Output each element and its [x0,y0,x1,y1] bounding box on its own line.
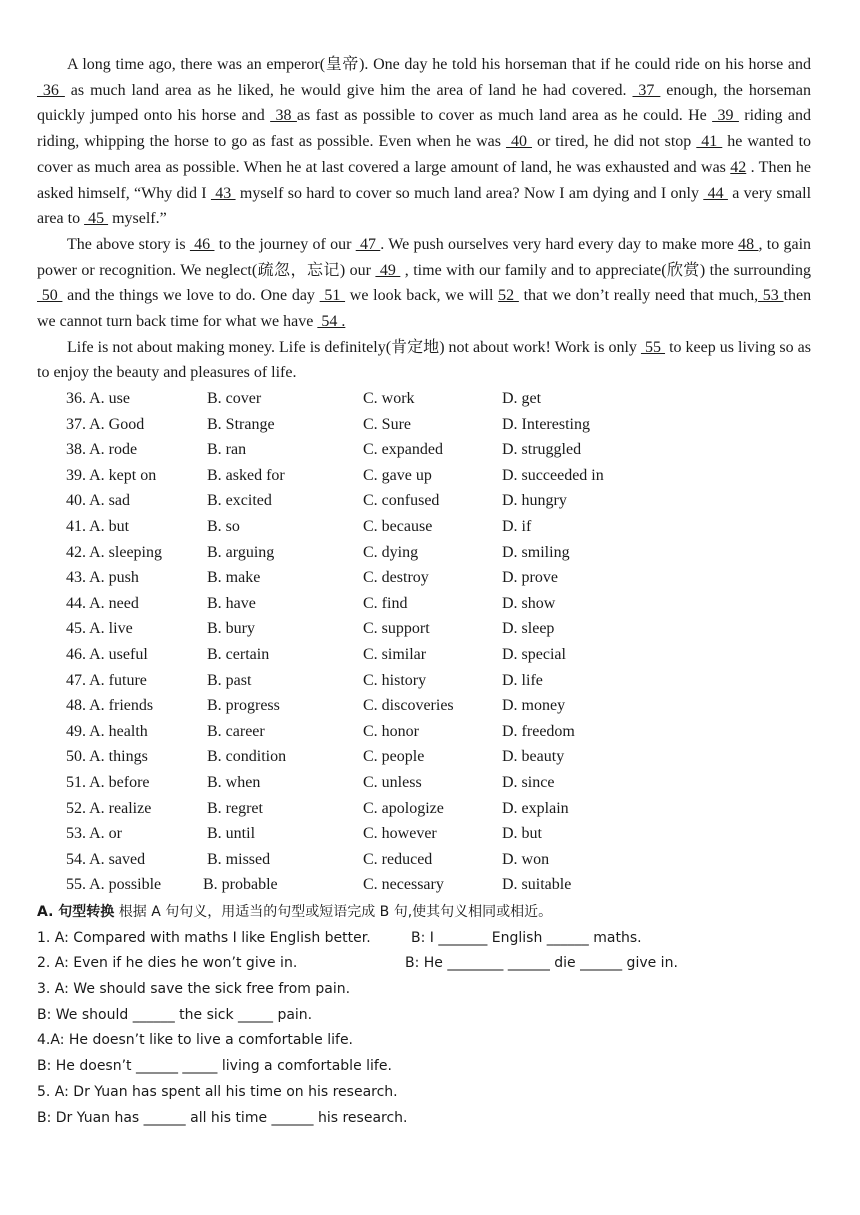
option-c: C. expanded [363,441,443,459]
option-c: C. discoveries [363,697,454,715]
option-b: B. asked for [207,466,285,484]
option-row-43 [66,565,686,591]
blank-49: 49 [375,261,401,279]
passage-text: as fast as possible to cover as much land area as he could. He [296,107,713,125]
option-c: C. reduced [363,850,433,868]
option-c: C. people [363,748,425,766]
blank-47: 47 [355,235,381,253]
option-row-49 [66,719,686,745]
option-b: B. Strange [207,415,275,433]
option-b: B. regret [207,799,263,817]
option-a: 51. A. before [66,773,150,791]
option-d: D. get [502,390,542,407]
option-c: C. work [363,390,415,407]
option-a: 46. A. useful [66,645,148,663]
option-d: D. struggled [502,441,582,459]
option-b: B. ran [207,441,247,459]
option-c: C. history [363,671,427,689]
option-a: 47. A. future [66,671,147,689]
option-d: D. freedom [502,722,575,740]
option-row-44 [66,591,686,617]
option-b: B. when [207,773,261,791]
option-b: B. certain [207,645,270,663]
passage-paragraph-3 [37,335,811,386]
option-b: B. career [207,722,265,740]
option-row-54 [66,847,686,873]
option-b: B. missed [207,850,271,868]
option-b: B. past [207,671,252,689]
question-4-a [37,1028,827,1054]
section-heading-label: A. 句型转换 [37,904,115,920]
option-b: B. progress [207,697,280,715]
passage-text: . We push ourselves very hard every day to make more [380,235,739,253]
question-4-b [37,1054,827,1080]
option-d: D. succeeded in [502,466,604,484]
option-d: D. sleep [502,620,555,638]
blank-53: 53 [758,287,784,305]
option-a: 50. A. things [66,748,148,766]
option-row-55 [66,872,686,898]
passage-text: myself.” [108,210,167,228]
option-c: C. Sure [363,415,411,433]
passage-text: , to gain power or recognition. We neglect(疏忽，忘记) our [37,235,812,279]
question-3-b [37,1003,827,1029]
option-a: 40. A. sad [66,492,130,510]
option-row-37 [66,412,686,438]
passage-text: we look back, we will [345,287,499,305]
blank-55: 55 [640,338,666,356]
option-b: B. condition [207,748,287,766]
question-1-b: B: I _______ English ______ maths. [411,929,642,946]
passage-paragraph-2 [37,232,811,335]
option-a: 52. A. realize [66,799,152,817]
option-c: C. apologize [363,799,444,817]
option-a: 36. A. use [66,390,130,407]
blank-42: 42 [730,158,747,176]
question-2-a: 2. A: Even if he dies he won’t give in. [37,955,298,972]
blank-36: 36 [37,81,65,99]
option-row-51 [66,770,686,796]
blank-37: 37 [632,81,661,99]
question-3-a-text: 3. A: We should save the sick free from pain. [37,981,351,998]
option-c: C. however [363,825,437,843]
passage-text: and the things we love to do. One day [62,287,320,305]
passage-text: myself so hard to cover so much land area? Now I am dying and I only [235,184,704,202]
passage-text: Life is not about making money. Life is definitely(肯定地) not about work! Work is only [67,338,641,356]
blank-50: 50 [37,287,63,305]
option-c: C. honor [363,722,419,740]
option-row-38 [66,437,686,463]
passage-text: then we cannot turn back time for what we have [37,287,812,331]
option-row-46 [66,642,686,668]
blank-54: 54 . [317,313,346,331]
option-a: 39. A. kept on [66,466,157,484]
option-d: D. but [502,825,542,843]
blank-52: 52 [498,287,519,305]
option-d: D. won [502,850,550,868]
blank-44: 44 [703,184,728,202]
question-4-a-text: 4.A: He doesn’t like to live a comfortable life. [37,1032,354,1049]
blank-39: 39 [712,107,739,125]
passage-text: to keep us living so as to enjoy the beauty and pleasures of life. [37,338,812,382]
option-a: 55. A. possible [66,876,162,894]
blank-46: 46 [189,235,215,253]
blank-48: 48 [738,235,759,253]
passage-text: he wanted to cover as much area as possible. When he at last covered a large amount of land, he was exhausted and was [37,133,812,176]
option-c: C. support [363,620,430,638]
option-c: C. confused [363,492,440,510]
option-a: 43. A. push [66,569,139,587]
question-5-b [37,1106,827,1132]
option-c: C. because [363,517,433,535]
option-d: D. explain [502,799,569,817]
passage-text: that we don’t really need that much, [518,287,759,305]
option-c: C. gave up [363,466,432,484]
option-d: D. money [502,697,566,715]
passage-text: The above story is [67,235,190,253]
option-b: B. make [207,569,261,587]
option-b: B. excited [207,492,272,510]
blank-41: 41 [696,133,723,151]
option-c: C. destroy [363,569,429,587]
option-row-53 [66,821,686,847]
option-d: D. beauty [502,748,565,766]
passage-text: a very small area to [37,184,812,228]
option-a: 44. A. need [66,594,139,612]
passage-paragraph-1 [37,52,811,232]
question-1-a: 1. A: Compared with maths I like English better. [37,929,371,946]
option-a: 38. A. rode [66,441,138,459]
option-a: 41. A. but [66,517,130,535]
option-row-36 [66,386,686,412]
blank-51: 51 [319,287,346,305]
cloze-passage [37,52,811,386]
option-c: C. unless [363,773,422,791]
blank-45: 45 [84,210,109,228]
option-d: D. Interesting [502,415,590,433]
passage-text: . Then he asked himself, “Why did I [37,158,812,202]
blank-38: 38 [270,107,297,125]
option-d: D. special [502,645,566,663]
option-b: B. have [207,594,256,612]
passage-text: riding and riding, whipping the horse to go as fast as possible. Even when he was [37,107,811,151]
option-b: B. arguing [207,543,275,561]
option-b: B. cover [207,390,262,407]
option-row-50 [66,744,686,770]
question-1 [37,926,827,952]
option-c: C. necessary [363,876,444,894]
option-d: D. life [502,671,543,689]
option-row-48 [66,693,686,719]
option-c: C. similar [363,645,427,663]
question-2-b: B: He ________ ______ die ______ give in. [405,955,678,972]
question-5-a [37,1080,827,1106]
option-b: B. until [207,825,256,843]
question-3-a [37,977,827,1003]
option-row-40 [66,488,686,514]
option-d: D. show [502,594,556,612]
section-heading [37,900,827,926]
passage-text: , time with our family and to appreciate(欣赏) the surrounding [400,261,811,279]
option-a: 54. A. saved [66,850,146,868]
question-3-b-text: B: We should ______ the sick _____ pain. [37,1006,313,1023]
passage-text: A long time ago, there was an emperor(皇帝). One day he told his horseman that if he could ride on his horse and [67,56,811,73]
passage-text: to the journey of our [214,235,356,253]
question-5-b-text: B: Dr Yuan has ______ all his time ______ his research. [37,1109,408,1126]
question-2 [37,951,827,977]
option-row-52 [66,796,686,822]
option-d: D. if [502,517,532,535]
option-a: 42. A. sleeping [66,543,162,561]
question-4-b-text: B: He doesn’t ______ _____ living a comfortable life. [37,1058,392,1075]
option-d: D. prove [502,569,558,587]
answer-options [66,386,686,898]
option-d: D. smiling [502,543,570,561]
option-row-41 [66,514,686,540]
option-row-45 [66,616,686,642]
option-row-39 [66,463,686,489]
option-b: B. bury [207,620,255,638]
option-a: 37. A. Good [66,415,145,433]
option-c: C. find [363,594,408,612]
passage-text: enough, the horseman quickly jumped onto his horse and [37,81,812,125]
blank-40: 40 [505,133,532,151]
option-a: 49. A. health [66,722,148,740]
sentence-transformation-section [37,900,827,1131]
blank-43: 43 [210,184,236,202]
passage-text: as much land area as he liked, he would give him the area of land he had covered. [64,81,633,99]
option-d: D. suitable [502,876,572,894]
question-5-a-text: 5. A: Dr Yuan has spent all his time on his research. [37,1083,398,1100]
option-row-42 [66,540,686,566]
option-a: 53. A. or [66,825,122,843]
option-b: B. so [207,517,240,535]
option-d: D. hungry [502,492,567,510]
option-b: B. probable [203,876,278,894]
option-c: C. dying [363,543,419,561]
option-d: D. since [502,773,555,791]
passage-text: or tired, he did not stop [531,133,697,151]
option-row-47 [66,668,686,694]
section-heading-instructions: 根据 A 句句义，用适当的句型或短语完成 B 句,使其句义相同或相近。 [114,904,553,920]
option-a: 48. A. friends [66,697,154,715]
option-a: 45. A. live [66,620,133,638]
